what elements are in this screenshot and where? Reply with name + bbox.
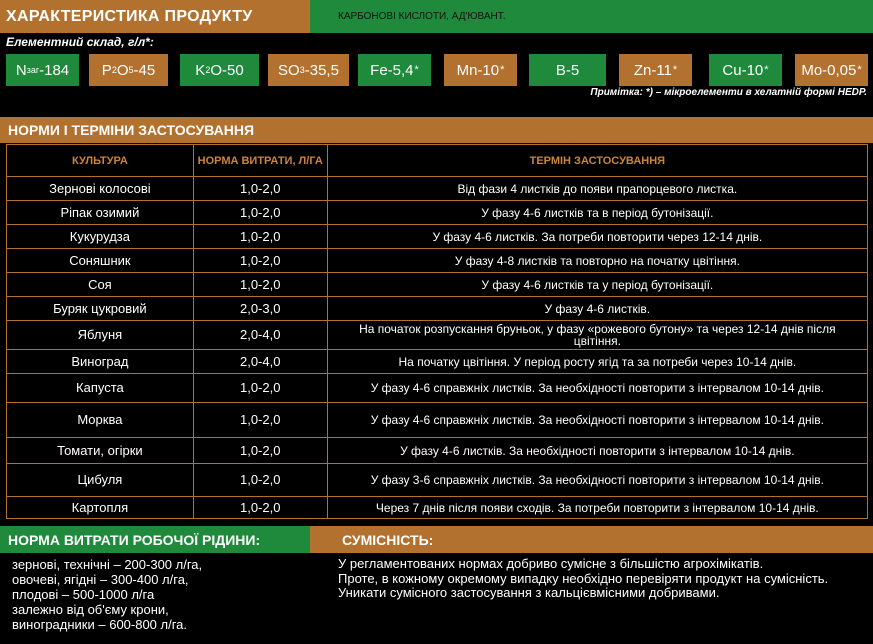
bottom-section-headers: [0, 526, 873, 553]
chip-so3: SO 3 -35,5: [268, 54, 349, 86]
crop-cell: Ріпак озимий: [7, 201, 194, 225]
product-characteristics-title: ХАРАКТЕРИСТИКА ПРОДУКТУ: [0, 0, 310, 33]
crop-cell: Томати, огірки: [7, 438, 194, 464]
chip-n: N заг -184: [6, 54, 79, 86]
rate-cell: 2,0-4,0: [193, 350, 327, 374]
term-cell: У фазу 4-6 листків. За потреби повторити через 12-14 днів.: [327, 225, 867, 249]
table-row: [7, 201, 868, 225]
crop-cell: Соя: [7, 273, 194, 297]
term-cell: У фазу 4-6 справжніх листків. За необхідності повторити з інтервалом 10-14 днів.: [327, 403, 867, 438]
term-cell: На початок розпускання бруньок, у фазу «рожевого бутону» та через 12-14 днів після цвітіння.: [327, 321, 867, 350]
working-fluid-title: НОРМА ВИТРАТИ РОБОЧОЇ РІДИНИ:: [0, 526, 310, 553]
rate-cell: 1,0-2,0: [193, 225, 327, 249]
table-row: [7, 438, 868, 464]
rate-cell: 1,0-2,0: [193, 497, 327, 519]
term-cell: У фазу 3-6 справжніх листків. За необхідності повторити з інтервалом 10-14 днів.: [327, 464, 867, 497]
product-header: [0, 0, 873, 33]
crop-cell: Виноград: [7, 350, 194, 374]
column-header-rate: НОРМА ВИТРАТИ, Л/ГА: [193, 145, 327, 177]
crop-cell: Соняшник: [7, 249, 194, 273]
chip-mn: Mn-10 *: [444, 54, 517, 86]
crop-cell: Яблуня: [7, 321, 194, 350]
compatibility-text: [338, 557, 866, 601]
rate-cell: 2,0-4,0: [193, 321, 327, 350]
column-header-term: ТЕРМІН ЗАСТОСУВАННЯ: [327, 145, 867, 177]
compat-line: Проте, в кожному окремому випадку необхідно перевіряти продукт на сумісність.: [338, 570, 829, 586]
term-cell: На початку цвітіння. У період росту ягід та за потреби через 10-14 днів.: [327, 350, 867, 374]
crop-cell: Буряк цукровий: [7, 297, 194, 321]
table-row: [7, 273, 868, 297]
chip-k: K 2 O-50: [180, 54, 259, 86]
term-cell: Від фази 4 листків до появи прапорцевого листка.: [327, 177, 867, 201]
table-row: [7, 297, 868, 321]
rate-cell: 1,0-2,0: [193, 249, 327, 273]
table-row: [7, 403, 868, 438]
chip-b: B-5: [529, 54, 606, 86]
chip-mo: Mo-0,05 *: [795, 54, 868, 86]
table-row: [7, 249, 868, 273]
rate-line: овочеві, ягідні – 300-400 л/га,: [12, 572, 189, 587]
chelate-note: Примітка: *) – мікроелементи в хелатній формі HEDP.: [590, 87, 867, 98]
rate-line: залежно від об'єму крони,: [12, 602, 169, 617]
rate-cell: 1,0-2,0: [193, 464, 327, 497]
rate-cell: 1,0-2,0: [193, 403, 327, 438]
rate-cell: 1,0-2,0: [193, 201, 327, 225]
column-header-crop: КУЛЬТУРА: [7, 145, 194, 177]
term-cell: У фазу 4-6 листків та в період бутонізації.: [327, 201, 867, 225]
rate-line: виноградники – 600-800 л/га.: [12, 617, 188, 632]
crop-cell: Цибуля: [7, 464, 194, 497]
crop-cell: Капуста: [7, 374, 194, 403]
term-cell: Через 7 днів після появи сходів. За потреби повторити з інтервалом 10-14 днів.: [327, 497, 867, 519]
term-cell: У фазу 4-8 листків та повторно на початку цвітіння.: [327, 249, 867, 273]
rate-cell: 1,0-2,0: [193, 177, 327, 201]
table-row: [7, 464, 868, 497]
table-row: [7, 497, 868, 519]
term-cell: У фазу 4-6 справжніх листків. За необхідності повторити з інтервалом 10-14 днів.: [327, 374, 867, 403]
term-cell: У фазу 4-6 листків та у період бутонізації.: [327, 273, 867, 297]
chip-p: P 2 O 5 -45: [89, 54, 168, 86]
norms-table: [6, 144, 868, 519]
table-row: [7, 321, 868, 350]
crop-cell: Кукурудза: [7, 225, 194, 249]
rate-cell: 1,0-2,0: [193, 273, 327, 297]
compatibility-title: СУМІСНІСТЬ:: [310, 526, 873, 553]
rate-line: зернові, технічні – 200-300 л/га,: [12, 557, 203, 572]
working-fluid-rates: [12, 557, 312, 632]
chip-cu: Cu-10 *: [709, 54, 782, 86]
term-cell: У фазу 4-6 листків.: [327, 297, 867, 321]
chip-zn: Zn-11 *: [619, 54, 692, 86]
crop-cell: Картопля: [7, 497, 194, 519]
composition-chips: [6, 54, 868, 86]
product-subtitle: КАРБОНОВІ КИСЛОТИ, АД'ЮВАНТ.: [310, 0, 873, 33]
crop-cell: Морква: [7, 403, 194, 438]
table-header-row: [7, 145, 868, 177]
chip-fe: Fe-5,4 *: [358, 54, 431, 86]
term-cell: У фазу 4-6 листків. За необхідності повторити з інтервалом 10-14 днів.: [327, 438, 867, 464]
rate-cell: 1,0-2,0: [193, 374, 327, 403]
compat-line: Уникати сумісного застосування з кальцієвмісними добривами.: [338, 585, 720, 600]
compat-line: У регламентованих нормах добриво сумісне з більшістю агрохімікатів.: [338, 556, 764, 571]
table-row: [7, 350, 868, 374]
rate-cell: 2,0-3,0: [193, 297, 327, 321]
norms-section-title: НОРМИ І ТЕРМІНИ ЗАСТОСУВАННЯ: [0, 117, 873, 143]
table-row: [7, 177, 868, 201]
rate-cell: 1,0-2,0: [193, 438, 327, 464]
crop-cell: Зернові колосові: [7, 177, 194, 201]
table-row: [7, 374, 868, 403]
rate-line: плодові – 500-1000 л/га: [12, 587, 155, 602]
composition-label: Елементний склад, г/л*:: [6, 35, 154, 49]
table-row: [7, 225, 868, 249]
